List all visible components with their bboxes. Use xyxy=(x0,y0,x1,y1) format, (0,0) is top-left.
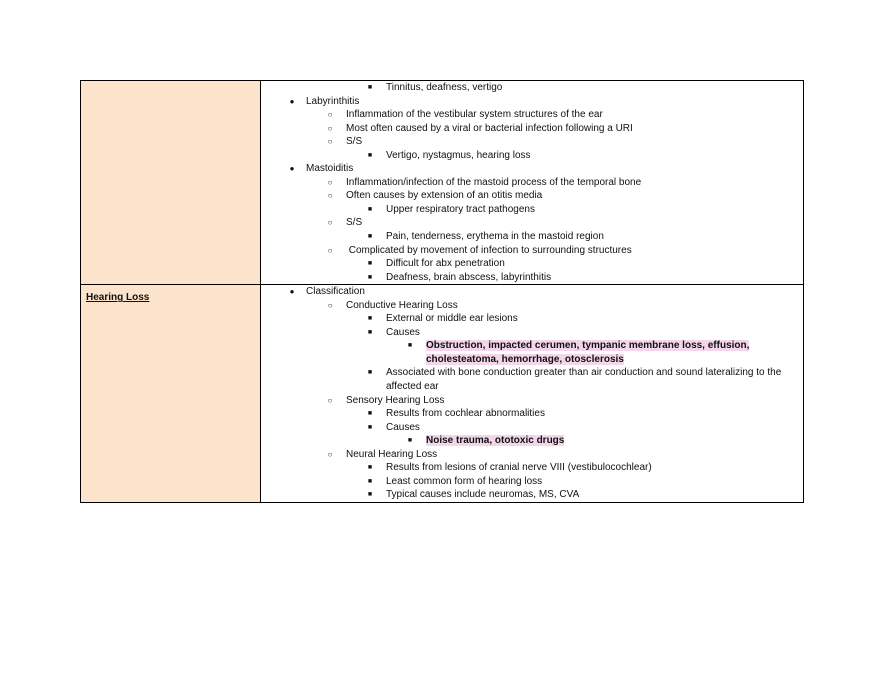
list-item xyxy=(261,189,803,203)
term-label: Hearing Loss xyxy=(86,292,150,304)
list-item-text: External or middle ear lesions xyxy=(386,313,518,325)
list-item xyxy=(261,380,803,394)
bullet-icon: ○ xyxy=(327,123,333,133)
list-item xyxy=(261,475,803,489)
list-item xyxy=(261,149,803,163)
list-item xyxy=(261,394,803,408)
bullet-icon: ○ xyxy=(327,395,333,405)
list-item-text: Tinnitus, deafness, vertigo xyxy=(386,82,503,93)
list-item-text: Causes xyxy=(386,421,420,433)
bullet-icon: ● xyxy=(289,164,295,174)
notes-table xyxy=(80,80,804,503)
list-item xyxy=(261,122,803,136)
list-item-text: Deafness, brain abscess, labyrinthitis xyxy=(386,271,552,283)
bullet-icon: ■ xyxy=(367,84,373,91)
list-item-text: Obstruction, impacted cerumen, tympanic membrane loss, effusion, xyxy=(426,340,750,352)
term-cell xyxy=(81,81,261,285)
list-item-text: S/S xyxy=(346,136,363,148)
bullet-icon: ■ xyxy=(367,205,373,213)
list-item-text: Often causes by extension of an otitis media xyxy=(346,190,543,202)
bullet-icon: ○ xyxy=(327,218,333,228)
list-item xyxy=(261,162,803,176)
list-item-text: Inflammation/infection of the mastoid process of the temporal bone xyxy=(346,176,642,188)
bullet-icon: ■ xyxy=(367,477,373,485)
bullet-icon: ■ xyxy=(367,233,373,241)
bullet-icon: ■ xyxy=(367,328,373,336)
bullet-icon: ■ xyxy=(407,437,413,445)
list-item-text: Mastoiditis xyxy=(306,163,354,175)
list-item xyxy=(261,366,803,380)
list-item-text: S/S xyxy=(346,217,363,229)
term-cell xyxy=(81,285,261,503)
list-item xyxy=(261,81,803,95)
bullet-icon: ■ xyxy=(367,151,373,159)
list-item-text: Least common form of hearing loss xyxy=(386,475,543,487)
bullet-icon: ■ xyxy=(367,423,373,431)
bullet-icon: ○ xyxy=(327,449,333,459)
list-item-text: Most often caused by a viral or bacterial infection following a URI xyxy=(346,122,633,134)
list-item xyxy=(261,353,803,367)
bullet-icon: ○ xyxy=(327,137,333,147)
bullet-icon: ■ xyxy=(367,273,373,281)
list-item xyxy=(261,216,803,230)
list-item-text: Associated with bone conduction greater than air conduction and sound lateralizing to the xyxy=(386,367,782,379)
list-item-text: Sensory Hearing Loss xyxy=(346,394,445,406)
list-item-text: Typical causes include neuromas, MS, CVA xyxy=(386,489,580,501)
list-item-text: Upper respiratory tract pathogens xyxy=(386,203,535,215)
bullet-icon: ■ xyxy=(367,369,373,377)
list-item-text: Vertigo, nystagmus, hearing loss xyxy=(386,149,531,161)
list-item xyxy=(261,203,803,217)
list-item-text: cholesteatoma, hemorrhage, otosclerosis xyxy=(426,353,624,365)
list-item xyxy=(261,108,803,122)
list-item-text: Classification xyxy=(306,286,365,298)
content-cell xyxy=(261,81,804,285)
list-item xyxy=(261,285,803,299)
list-item-text: Complicated by movement of infection to surrounding structures xyxy=(346,244,632,256)
list-item xyxy=(261,461,803,475)
list-item xyxy=(261,299,803,313)
list-item xyxy=(261,448,803,462)
bullet-icon: ○ xyxy=(327,245,333,255)
list-item xyxy=(261,421,803,435)
list-item-text: Neural Hearing Loss xyxy=(346,448,438,460)
list-item xyxy=(261,339,803,353)
list-item xyxy=(261,95,803,109)
bullet-icon: ■ xyxy=(367,315,373,323)
list-item xyxy=(261,257,803,271)
list-item xyxy=(261,434,803,448)
list-item xyxy=(261,312,803,326)
bullet-icon: ■ xyxy=(407,342,413,350)
bullet-icon: ■ xyxy=(367,464,373,472)
bullet-icon: ■ xyxy=(367,260,373,268)
table-row xyxy=(81,81,804,285)
bullet-icon: ○ xyxy=(327,191,333,201)
list-item xyxy=(261,407,803,421)
bullet-icon: ● xyxy=(289,96,295,106)
bullet-icon: ○ xyxy=(327,177,333,187)
list-item xyxy=(261,230,803,244)
content-cell xyxy=(261,285,804,503)
list-item-text: Noise trauma, ototoxic drugs xyxy=(426,435,565,447)
list-item-text: Conductive Hearing Loss xyxy=(346,299,458,311)
list-item xyxy=(261,271,803,285)
list-item-text: Results from cochlear abnormalities xyxy=(386,408,545,420)
list-item-text: affected ear xyxy=(386,381,439,393)
list-item xyxy=(261,244,803,258)
table-row xyxy=(81,285,804,503)
list-item-text: Causes xyxy=(386,326,420,338)
list-item xyxy=(261,135,803,149)
list-item-text: Labyrinthitis xyxy=(306,95,360,107)
bullet-icon: ■ xyxy=(367,410,373,418)
list-item-text: Difficult for abx penetration xyxy=(386,258,505,270)
bullet-icon: ○ xyxy=(327,110,333,120)
bullet-icon: ■ xyxy=(367,491,373,499)
list-item-text: Inflammation of the vestibular system structures of the ear xyxy=(346,109,603,121)
list-item-text: Pain, tenderness, erythema in the mastoid region xyxy=(386,231,604,243)
bullet-icon: ○ xyxy=(327,300,333,310)
list-item xyxy=(261,176,803,190)
list-item xyxy=(261,326,803,340)
list-item-text: Results from lesions of cranial nerve VIII (vestibulocochlear) xyxy=(386,462,652,474)
bullet-icon: ● xyxy=(289,287,295,297)
list-item xyxy=(261,488,803,502)
